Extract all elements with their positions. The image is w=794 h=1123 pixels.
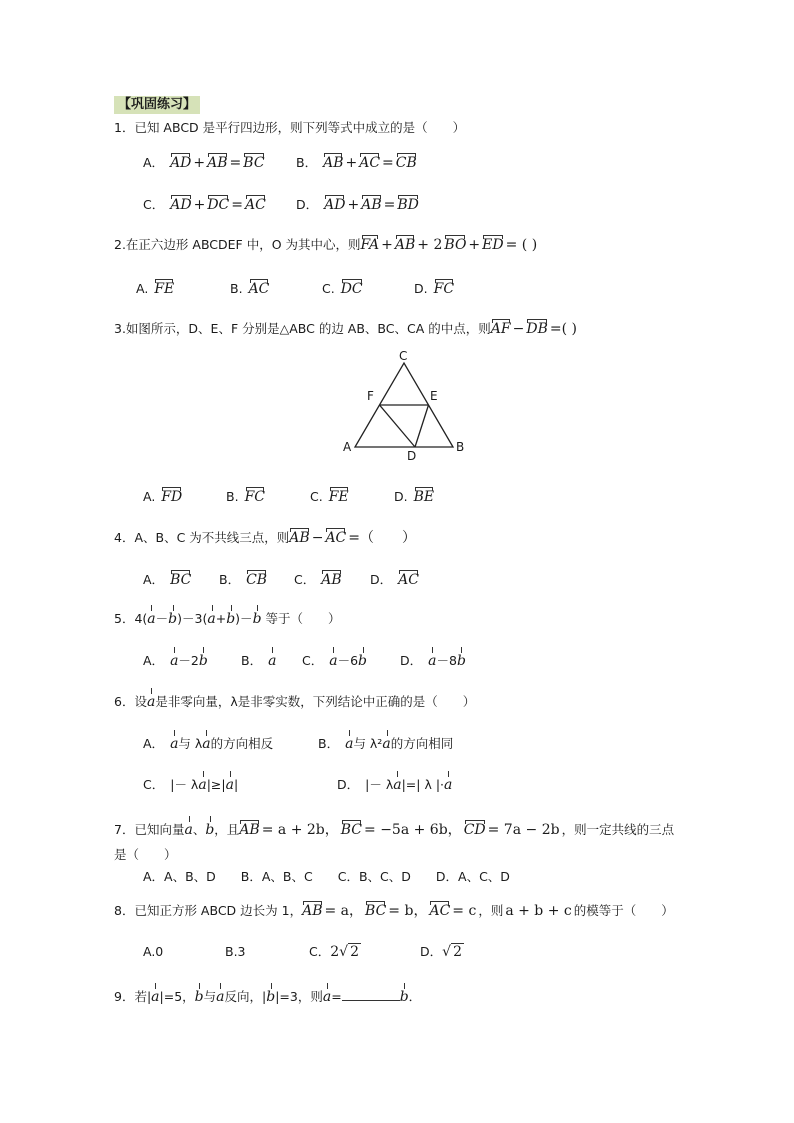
q1-option-d: D． AD + AB = BD bbox=[296, 194, 419, 213]
q4-option-a: A． BC bbox=[143, 569, 191, 588]
point-e-label: E bbox=[430, 389, 438, 403]
q1-option-a: A． AD + AB = BC bbox=[143, 152, 265, 171]
q5-option-b: B． a bbox=[241, 653, 277, 669]
q1-stem: 1．已知 ABCD 是平行四边形，则下列等式中成立的是（ ） bbox=[114, 120, 466, 135]
section-title: 【巩固练习】 bbox=[114, 96, 200, 114]
q2-option-d: D. FC bbox=[414, 278, 454, 297]
q2-option-c: C. DC bbox=[322, 278, 363, 297]
q5-option-a: A． a－2b bbox=[143, 653, 208, 669]
q4-option-d: D． AC bbox=[370, 569, 419, 588]
point-f-label: F bbox=[367, 389, 374, 403]
q5-option-d: D． a－8b bbox=[400, 653, 466, 669]
q5-stem: 5．4(a－b)－3(a+b)－b 等于（ ） bbox=[114, 611, 341, 627]
q8-stem: 8．已知正方形 ABCD 边长为 1，AB = a， BC = b， AC = c ，则 a + b + c 的模等于（ ） bbox=[114, 900, 674, 919]
q4-option-c: C． AB bbox=[294, 569, 342, 588]
q9-stem: 9．若|a|=5，b与a反向，|b|=3，则a= b． bbox=[114, 989, 422, 1005]
q5-option-c: C． a－6b bbox=[302, 653, 368, 669]
q2-option-a: A. FE bbox=[136, 278, 174, 297]
answer-blank[interactable] bbox=[342, 988, 400, 1001]
q3-option-d: D. BE bbox=[394, 486, 434, 505]
q4-stem: 4．A、B、C 为不共线三点，则AB − AC =（ ） bbox=[114, 527, 418, 546]
triangle-figure bbox=[330, 345, 480, 465]
segment-fd bbox=[380, 405, 416, 447]
q6-option-c: C． |－ λa|≥|a| bbox=[143, 777, 239, 793]
q3-stem: 3.如图所示，D、E、F 分别是△ABC 的边 AB、BC、CA 的中点，则AF − DB =( ) bbox=[114, 318, 579, 337]
q1-option-c: C． AD + DC = AC bbox=[143, 194, 266, 213]
q2-stem: 2.在正六边形 ABCDEF 中，O 为其中心，则FA + AB + 2 BO + ED = ( ) bbox=[114, 234, 539, 253]
q8-option-b: B.3 bbox=[225, 944, 246, 959]
segment-ed bbox=[415, 405, 429, 447]
q1-option-b: B． AB + AC = CB bbox=[296, 152, 417, 171]
q3-option-c: C. FE bbox=[310, 486, 349, 505]
q3-option-a: A. FD bbox=[143, 486, 182, 505]
point-b-label: B bbox=[456, 440, 465, 454]
q6-option-d: D． |－ λa|=| λ |·a bbox=[337, 777, 453, 793]
point-d-label: D bbox=[407, 449, 417, 463]
q7-options: A．A、B、D B．A、B、C C．B、C、D D．A、C、D bbox=[143, 869, 510, 884]
q4-option-b: B． CB bbox=[219, 569, 267, 588]
point-a-label: A bbox=[343, 440, 352, 454]
q6-option-a: A． a与 λa的方向相反 bbox=[143, 736, 274, 752]
point-c-label: C bbox=[399, 349, 408, 363]
q2-option-b: B. AC bbox=[230, 278, 269, 297]
q7-stem-line2: 是（ ） bbox=[114, 847, 177, 862]
q8-option-c: C．2√ 2 bbox=[309, 944, 359, 960]
q6-option-b: B． a与 λ²a的方向相同 bbox=[318, 736, 454, 752]
q7-stem: 7．已知向量a、b，且AB = a + 2b， BC = −5a + 6b， CD = 7a − 2b ，则一定共线的三点 bbox=[114, 819, 674, 838]
q3-option-b: B. FC bbox=[226, 486, 265, 505]
q6-stem: 6．设a是非零向量，λ是非零实数，下列结论中正确的是（ ） bbox=[114, 694, 476, 710]
q8-option-d: D．√ 2 bbox=[420, 944, 462, 960]
q8-option-a: A.0 bbox=[143, 944, 164, 959]
